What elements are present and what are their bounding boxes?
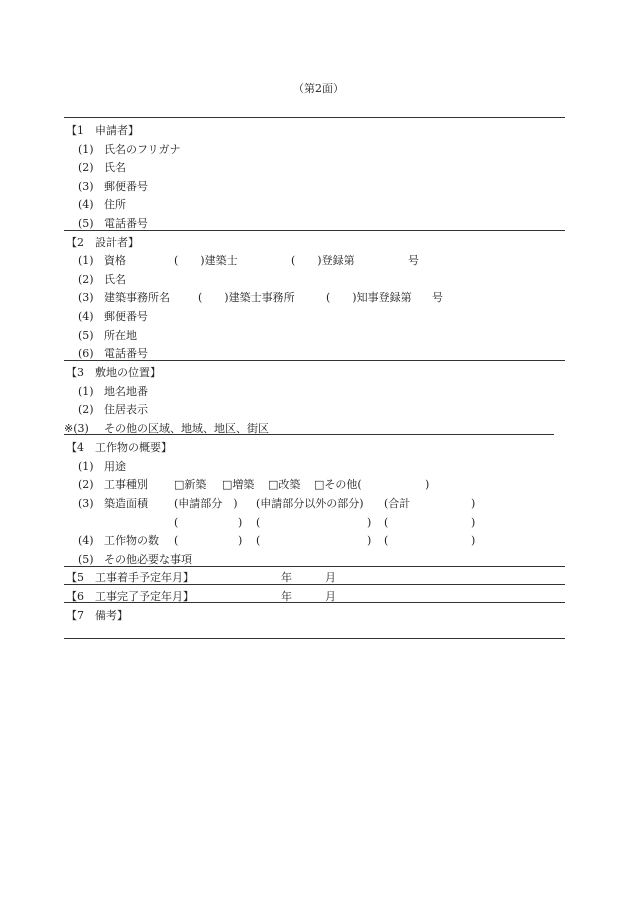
section-1-title: 【1 申請者】 — [66, 124, 139, 137]
s3-item-2-label: 住居表示 — [104, 403, 148, 416]
section-4-title: 【4 工作物の概要】 — [66, 441, 172, 454]
s2-qualification-registration: ( )登録第 — [291, 254, 355, 267]
area-row-total-open: ( — [384, 516, 389, 529]
s2-item-1-label: 資格 — [104, 254, 126, 267]
s2-office-number-suffix: 号 — [432, 291, 443, 304]
s4-item-5-label: その他必要な事項 — [104, 553, 192, 566]
kind-new-checkbox[interactable]: □新築 — [174, 478, 207, 491]
section-6-title: 【6 工事完了予定年月】 — [66, 590, 194, 603]
divider-s5 — [64, 584, 565, 585]
s3-item-3-label: その他の区域、地域、地区、街区 — [104, 422, 269, 435]
s2-item-1-num: (1) — [78, 254, 94, 267]
s1-item-5-num: (5) — [78, 217, 94, 230]
area-header-total: (合計 — [384, 497, 411, 510]
s2-item-6-label: 電話番号 — [104, 347, 148, 360]
s1-item-1-num: (1) — [78, 143, 94, 156]
count-row-total-close: ) — [471, 534, 476, 547]
s1-item-4-label: 住所 — [104, 198, 126, 211]
s6-month-label: 月 — [325, 590, 336, 603]
divider-s4 — [64, 566, 565, 567]
section-7-title: 【7 備考】 — [66, 609, 128, 622]
s4-item-5-num: (5) — [78, 553, 94, 566]
s3-item-2-num: (2) — [78, 403, 94, 416]
kind-addition-checkbox[interactable]: □増築 — [222, 478, 255, 491]
s2-qualification-number-suffix: 号 — [408, 254, 419, 267]
divider-bottom — [64, 638, 565, 639]
area-header-applied: (申請部分 ) — [174, 497, 238, 510]
divider-s3 — [64, 434, 554, 435]
s1-item-3-label: 郵便番号 — [104, 180, 148, 193]
s1-item-1-label: 氏名のフリガナ — [104, 143, 181, 156]
s1-item-3-num: (3) — [78, 180, 94, 193]
s3-item-3-num: ※(3) — [64, 422, 89, 435]
section-2-title: 【2 設計者】 — [66, 236, 139, 249]
area-row-total-close: ) — [471, 516, 476, 529]
s3-item-1-label: 地名地番 — [104, 385, 148, 398]
section-5-title: 【5 工事着手予定年月】 — [66, 571, 194, 584]
page-label: （第2面） — [293, 82, 344, 95]
area-header-total-close: ) — [471, 497, 476, 510]
s4-item-2-label: 工事種別 — [104, 478, 148, 491]
s4-item-1-label: 用途 — [104, 460, 126, 473]
kind-rebuild-checkbox[interactable]: □改築 — [268, 478, 301, 491]
s2-item-3-num: (3) — [78, 291, 94, 304]
s2-item-5-label: 所在地 — [104, 329, 137, 342]
s2-item-2-label: 氏名 — [104, 273, 126, 286]
s5-month-label: 月 — [325, 571, 336, 584]
s2-item-4-num: (4) — [78, 310, 94, 323]
s2-item-3-label: 建築事務所名 — [104, 291, 170, 304]
s6-year-label: 年 — [281, 590, 292, 603]
area-header-other: (申請部分以外の部分) — [256, 497, 364, 510]
kind-other-close: ) — [425, 478, 430, 491]
s1-item-4-num: (4) — [78, 198, 94, 211]
s2-office-registration: ( )知事登録第 — [326, 291, 412, 304]
kind-other-checkbox[interactable]: □その他( — [314, 478, 362, 491]
s4-item-2-num: (2) — [78, 478, 94, 491]
count-row-applied-close: ) — [238, 534, 243, 547]
s2-item-2-num: (2) — [78, 273, 94, 286]
s1-item-2-label: 氏名 — [104, 161, 126, 174]
count-row-other-open: ( — [256, 534, 261, 547]
s1-item-5-label: 電話番号 — [104, 217, 148, 230]
s4-item-3-label: 築造面積 — [104, 497, 148, 510]
count-row-applied-open: ( — [174, 534, 179, 547]
area-row-other-open: ( — [256, 516, 261, 529]
s4-item-1-num: (1) — [78, 460, 94, 473]
s2-item-6-num: (6) — [78, 347, 94, 360]
s2-qualification-architect: ( )建築士 — [174, 254, 238, 267]
section-3-title: 【3 敷地の位置】 — [66, 366, 161, 379]
s5-year-label: 年 — [281, 571, 292, 584]
s2-office-architect: ( )建築士事務所 — [198, 291, 295, 304]
s4-item-4-num: (4) — [78, 534, 94, 547]
divider-s6 — [64, 602, 565, 603]
s4-item-3-num: (3) — [78, 497, 94, 510]
count-row-total-open: ( — [384, 534, 389, 547]
divider-s1 — [64, 230, 565, 231]
divider-s2 — [64, 360, 565, 361]
s3-item-1-num: (1) — [78, 385, 94, 398]
area-row-applied-close: ) — [238, 516, 243, 529]
s1-item-2-num: (2) — [78, 161, 94, 174]
area-row-applied-open: ( — [174, 516, 179, 529]
count-row-other-close: ) — [367, 534, 372, 547]
s2-item-5-num: (5) — [78, 329, 94, 342]
s2-item-4-label: 郵便番号 — [104, 310, 148, 323]
s4-item-4-label: 工作物の数 — [104, 534, 159, 547]
area-row-other-close: ) — [367, 516, 372, 529]
divider-top — [64, 117, 565, 118]
